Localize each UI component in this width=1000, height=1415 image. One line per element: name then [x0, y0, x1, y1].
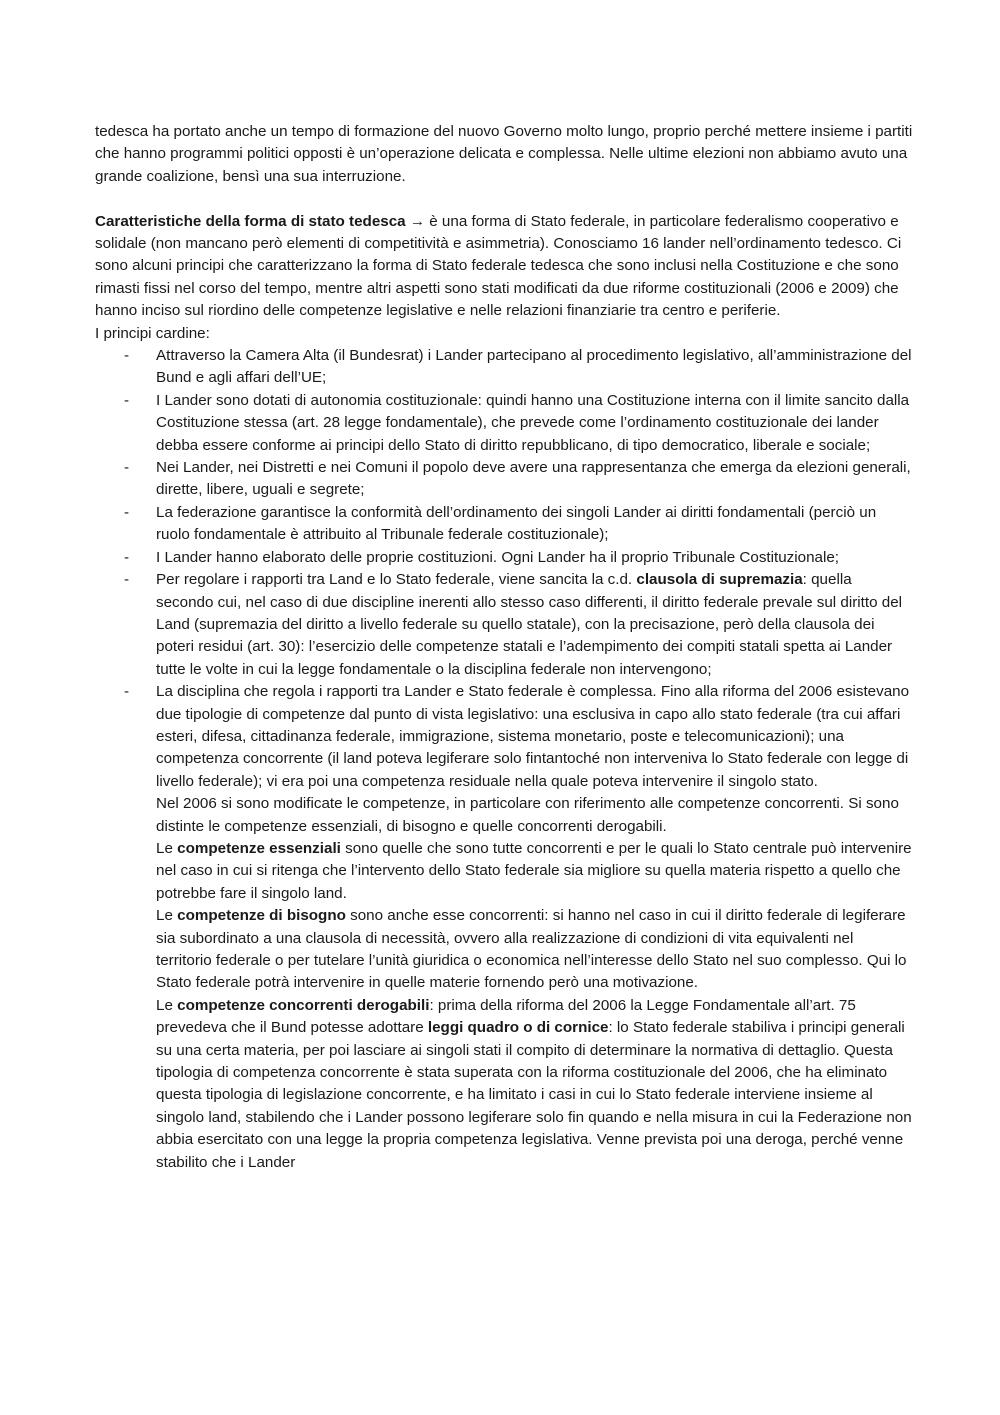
list-item: - I Lander hanno elaborato delle proprie costituzioni. Ogni Lander ha il proprio Tribunale Costituzionale; [95, 547, 913, 569]
item-text: : lo Stato federale stabiliva i principi generali su una certa materia, per poi lasciare ai singoli stati il compito di determinare la normativa di dettaglio. Questa tipologia di competenza concorrente è stata superata con la riforma costituzionale del 2006, che ha eliminato questa tipologia di legislazione concorrente, e ha limitato i casi in cui lo Stato federale interviene insieme al singolo land, stabilendo che i Lander possono legiferare solo fin quando e nella misura in cui la Federazione non abbia esercitato con una legge la propria competenza legislativa. Venne prevista poi una deroga, perché venne stabilito che i Lander [156, 1019, 912, 1171]
item-text: Le [156, 996, 178, 1014]
arrow-icon: → [409, 212, 426, 230]
list-item [95, 681, 913, 1174]
paragraph-gap [95, 188, 913, 210]
list-item: - Nei Lander, nei Distretti e nei Comuni il popolo deve avere una rappresentanza che emerga da elezioni generali, dirette, libere, uguali e segrete; [95, 457, 913, 502]
list-item: - La federazione garantisce la conformità dell’ordinamento dei singoli Lander ai diritti fondamentali (perciò un ruolo fondamentale è attribuito al Tribunale federale costituzionale); [95, 502, 913, 547]
item-text: sono quelle che sono tutte concorrenti e per le quali lo Stato centrale può intervenire nel caso in cui si ritenga che l’intervento dello Stato federale sia migliore su quella materia rispetto a quello che potrebbe fare il singolo land. [156, 839, 912, 902]
item-text: sono anche esse concorrenti: si hanno nel caso in cui il diritto federale di legiferare sia subordinato a una clausola di necessità, ovvero alla realizzazione di condizioni di vita equivalenti nel territorio federale o per tutelare l’unità giuridica o economica nell’interesse dello Stato nel suo complesso. Qui lo Stato federale potrà intervenire in quelle materie fornendo però una motivazione. [156, 907, 907, 992]
section-paragraph [95, 211, 913, 323]
item-paragraph: - La disciplina che regola i rapporti tra Lander e Stato federale è complessa. Fino alla riforma del 2006 esistevano due tipologie di competenze dal punto di vista legislativo: una esclusiva in capo allo stato federale (tra cui affari esteri, difesa, cittadinanza federale, immigrazione, sistema monetario, poste e telecomunicazioni); una competenza concorrente (il land poteva legiferare solo fintantoché non interveniva lo Stato federale con legge di livello federale); vi era poi una competenza residuale nella quale poteva intervenire il singolo stato. [156, 683, 910, 790]
bold-term: competenze concorrenti derogabili [177, 996, 430, 1014]
item-text: Per regolare i rapporti tra Land e lo Stato federale, viene sancita la c.d. [156, 571, 637, 589]
item-text: Le [156, 907, 178, 925]
item-paragraph: Nel 2006 si sono modificate le competenze, in particolare con riferimento alle competenze concorrenti. Si sono distinte le competenze essenziali, di bisogno e quelle concorrenti derogabili. [156, 795, 899, 835]
principles-list [95, 345, 913, 1174]
list-item [95, 569, 913, 681]
item-paragraph [156, 995, 913, 1174]
item-text: : quella secondo cui, nel caso di due discipline inerenti allo stesso caso differenti, il diritto federale prevale sul diritto del Land (supremazia del diritto a livello federale su quello statale), con la precisazione, però della clausola dei poteri residui (art. 30): l’esercizio delle competenze statali e l’adempimento dei compiti statali spetta ai Lander tutte le volte in cui la legge fondamentale o la disciplina federale non intervengono; [156, 571, 903, 678]
bold-term: clausola di supremazia [636, 571, 803, 589]
section-heading: Caratteristiche della forma di stato tedesca [95, 212, 406, 230]
list-item: - Attraverso la Camera Alta (il Bundesrat) i Lander partecipano al procedimento legislativo, all’amministrazione del Bund e agli affari dell’UE; [95, 345, 913, 390]
section-text: è una forma di Stato federale, in particolare federalismo cooperativo e solidale (non mancano però elementi di competitività e asimmetria). Conosciamo 16 lander nell’ordinamento tedesco. Ci sono alcuni principi che caratterizzano la forma di Stato federale tedesca che sono inclusi nella Costituzione e che sono rimasti fissi nel corso del tempo, mentre altri aspetti sono stati modificati da due riforme costituzionali (2006 e 2009) che hanno inciso sul riordino delle competenze legislative e nelle relazioni finanziarie tra centro e periferie. [95, 212, 902, 320]
bold-term: competenze di bisogno [177, 907, 346, 925]
list-item: - I Lander sono dotati di autonomia costituzionale: quindi hanno una Costituzione interna con il limite sancito dalla Costituzione stessa (art. 28 legge fondamentale), che prevede come l’ordinamento costituzionale dei lander debba essere conforme ai principi dello Stato di diritto repubblicano, di tipo democratico, liberale e sociale; [95, 390, 913, 457]
item-paragraph [156, 905, 913, 995]
item-text: Le [156, 839, 178, 857]
intro-paragraph: tedesca ha portato anche un tempo di formazione del nuovo Governo molto lungo, proprio perché mettere insieme i partiti che hanno programmi politici opposti è un’operazione delicata e complessa. Nelle ultime elezioni non abbiamo avuto una grande coalizione, bensì una sua interruzione. [95, 123, 913, 185]
item-paragraph [156, 838, 913, 905]
bold-term: leggi quadro o di cornice [427, 1019, 609, 1037]
principles-label: I principi cardine: [95, 324, 210, 342]
document-page [95, 121, 913, 1174]
item-text: : prima della riforma del 2006 la Legge Fondamentale all’art. 75 prevedeva che il Bund potesse adottare [156, 996, 856, 1037]
bold-term: competenze essenziali [177, 839, 341, 857]
